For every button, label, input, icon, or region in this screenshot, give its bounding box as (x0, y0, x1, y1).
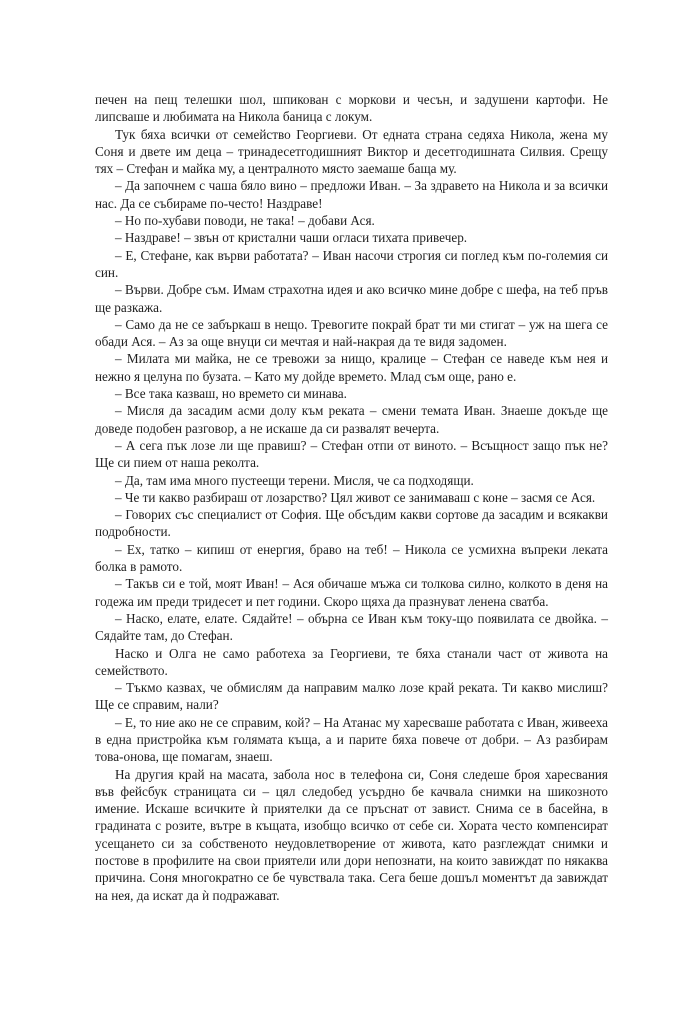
dialogue-line: – Само да не се забъркаш в нещо. Тревогите покрай брат ти ми стигат – уж на шега се обади Ася. – Аз за още внуци си мечтая и най-накрая да те видя задомен. (95, 316, 608, 350)
dialogue-line: – Е, Стефане, как върви работата? – Иван насочи строгия си поглед към по-големия си син. (95, 247, 608, 280)
dialogue-line: – Ех, татко – кипиш от енергия, браво на теб! – Никола се усмихна въпреки леката болка в рамото. (95, 541, 608, 575)
paragraph: печен на пещ телешки шол, шпикован с моркови и чесън, и задушени картофи. Не липсваше и любимата на Никола баница с локум. (95, 92, 608, 125)
dialogue-line: – Да, там има много пустеещи терени. Мисля, че са подходящи. (115, 472, 474, 488)
paragraph: Тук бяха всички от семейство Георгиеви. От едната страна седяха Никола, жена му Соня и двете им деца – тринадесетгодишният Виктор и десетгодишната Силвия. Срещу тях – Стефан и майка му, а централното място заемаше баща му. (95, 126, 608, 177)
dialogue-line: – А сега пък лозе ли ще правиш? – Стефан отпи от виното. – Всъщност защо пък не? Ще си пием от наша реколта. (95, 437, 608, 471)
dialogue-line: – Такъв си е той, моят Иван! – Ася обичаше мъжа си толкова силно, колкото в деня на годежа им преди тридесет и пет години. Скоро щяха да празнуват ленена сватба. (95, 576, 608, 609)
dialogue-line: – Милата ми майка, не се тревожи за нищо, кралице – Стефан се наведе към нея и нежно я целуна по бузата. – Като му дойде времето. Млад съм още, рано е. (95, 351, 608, 384)
dialogue-line: – Че ти какво разбираш от лозарство? Цял живот се занимаваш с коне – засмя се Ася. (115, 489, 596, 505)
dialogue-line: – Мисля да засадим асми долу към реката – смени темата Иван. Знаеше докъде ще доведе подобен разговор, а не искаше да си развалят вечерта. (95, 403, 608, 436)
dialogue-line: – Наздраве! – звън от кристални чаши огласи тихата привечер. (115, 230, 468, 246)
book-page-text (95, 91, 608, 904)
dialogue-line: – Но по-хубави поводи, не така! – добави Ася. (115, 213, 375, 229)
paragraph: На другия край на масата, забола нос в телефона си, Соня следеше броя харесвания във фейсбук страницата си – цял следобед усърдно бе качвала снимки на шикозното имение. Искаше всичките ѝ приятелки да се пръснат от завист. Снима се в басейна, в градината с розите, вътре в къщата, изобщо всичко от себе си. Хората често компенсират усещането си за собственото неудовлетворение от живота, като разглеждат снимки и постове в профилите на свои приятели или дори непознати, на които завиждат по някаква причина. Соня многократно се бе чувствала така. Сега беше дошъл моментът да завиждат на нея, да искат да ѝ подражават. (95, 766, 608, 903)
dialogue-line: – Тъкмо казвах, че обмислям да направим малко лозе край реката. Ти какво мислиш? Ще се справим, нали? (95, 680, 608, 713)
dialogue-line: – Наско, елате, елате. Сядайте! – обърна се Иван към току-що появилата се двойка. – Сядайте там, до Стефан. (95, 610, 608, 644)
dialogue-line: – Върви. Добре съм. Имам страхотна идея и ако всичко мине добре с шефа, на теб пръв ще разкажа. (95, 282, 608, 315)
dialogue-line: – Да започнем с чаша бяло вино – предложи Иван. – За здравето на Никола и за всички нас. Да се събираме по-често! Наздраве! (95, 178, 608, 211)
dialogue-line: – Говорих със специалист от София. Ще обсъдим какви сортове да засадим и всякакви подробности. (95, 507, 608, 540)
dialogue-line: – Все така казваш, но времето си минава. (115, 386, 347, 402)
paragraph: Наско и Олга не само работеха за Георгиеви, те бяха станали част от живота на семейството. (95, 645, 608, 678)
dialogue-line: – Е, то ние ако не се справим, кой? – На Атанас му харесваше работата с Иван, живееха в една пристройка към голямата къща, а и парите бяха повече от добри. – Аз разбирам това-онова, ще помагам, знаеш. (95, 714, 608, 765)
